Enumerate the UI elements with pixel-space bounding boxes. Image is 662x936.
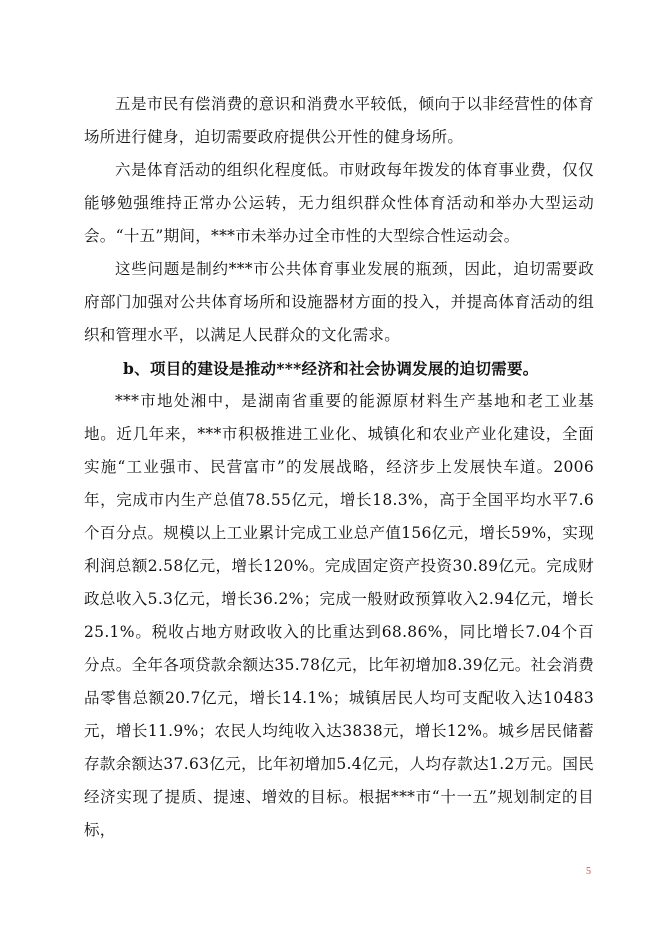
- page-number: 5: [586, 866, 591, 877]
- document-body: [84, 88, 594, 847]
- paragraph-5: 五是市民有偿消费的意识和消费水平较低，倾向于以非经营性的体育场所进行健身，迫切需要政府提供公开性的健身场所。: [84, 95, 594, 146]
- section-heading-b: b、项目的建设是推动***经济和社会协调发展的迫切需要。: [123, 359, 539, 378]
- paragraph-economy: ***市地处湘中，是湖南省重要的能源原材料生产基地和老工业基地。近几年来，***市积极推进工业化、城镇化和农业产业化建设，全面实施“工业强市、民营富市”的发展战略，经济步上发展快车道。2006年，完成市内生产总值78.55亿元，增长18.3%，高于全国平均水平7.6个百分点。规模以上工业累计完成工业总产值156亿元，增长59%，实现利润总额2.58亿元，增长120%。完成固定资产投资30.89亿元。完成财政总收入5.3亿元，增长36.2%；完成一般财政预算收入2.94亿元，增长25.1%。税收占地方财政收入的比重达到68.86%，同比增长7.04个百分点。全年各项贷款余额达35.78亿元，比年初增加8.39亿元。社会消费品零售总额20.7亿元，增长14.1%；城镇居民人均可支配收入达10483元，增长11.9%；农民人均纯收入达3838元，增长12%。城乡居民储蓄存款余额达37.63亿元，比年初增加5.4亿元，人均存款达1.2万元。国民经济实现了提质、提速、增效的目标。根据***市“十一五”规划制定的目标，: [84, 392, 594, 839]
- paragraph-summary: 这些问题是制约***市公共体育事业发展的瓶颈，因此，迫切需要政府部门加强对公共体育场所和设施器材方面的投入，并提高体育活动的组织和管理水平，以满足人民群众的文化需求。: [84, 260, 594, 344]
- paragraph-6: 六是体育活动的组织化程度低。市财政每年拨发的体育事业费，仅仅能够勉强维持正常办公运转，无力组织群众性体育活动和举办大型运动会。“十五”期间，***市未举办过全市性的大型综合性运动会。: [84, 161, 594, 245]
